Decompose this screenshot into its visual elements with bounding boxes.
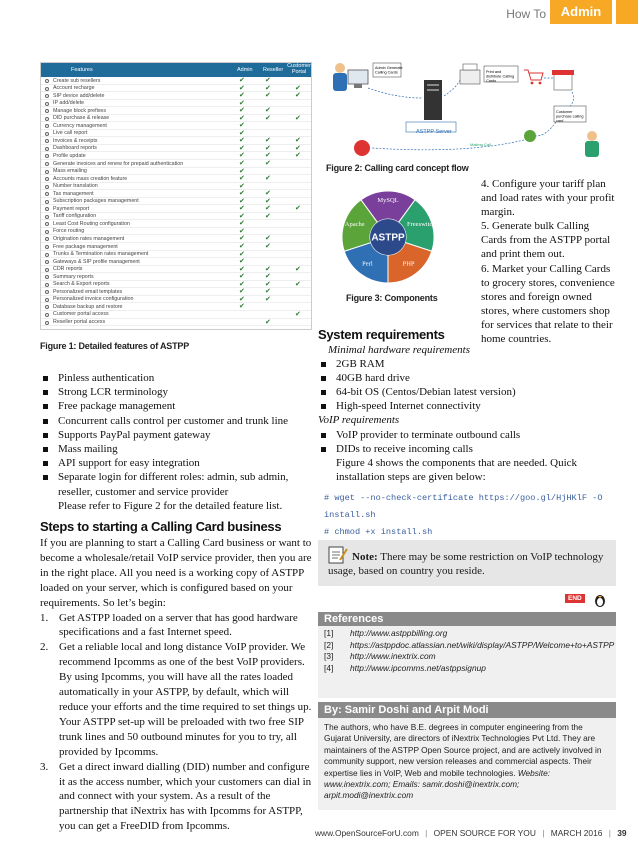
reference-item [324,651,610,663]
feature-name: Payment report [53,205,90,212]
row-bullet-icon [45,215,49,219]
admin-check-icon: ✔ [239,175,245,183]
reseller-check-icon: ✔ [265,144,271,152]
feature-name: Least Cost Routing configuration [53,220,130,227]
making-call-label: Making Call [470,142,491,147]
admin-check-icon: ✔ [239,167,245,175]
feature-name: Database backup and restore [53,303,123,310]
list-item: Mass mailing [40,442,310,456]
features-table-body [41,77,311,326]
reseller-check-icon: ✔ [265,114,271,122]
admin-check-icon: ✔ [239,227,245,235]
feature-name: Force routing [53,228,85,235]
admin-check-icon: ✔ [239,243,245,251]
table-row [41,251,311,259]
features-summary [40,371,310,513]
admin-check-icon: ✔ [239,205,245,213]
reseller-check-icon: ✔ [265,265,271,273]
row-bullet-icon [45,298,49,302]
customer-check-icon: ✔ [295,92,301,100]
reference-number: [3] [324,651,334,662]
feature-name: IP add/delete [53,100,85,107]
admin-check-icon: ✔ [239,144,245,152]
list-item: Strong LCR terminology [40,385,310,399]
admin-check-icon: ✔ [239,303,245,311]
list-item: Concurrent calls control per customer and trunk line [40,414,310,428]
admin-check-icon: ✔ [239,265,245,273]
feature-name: DID purchase & release [53,115,110,122]
reseller-check-icon: ✔ [265,243,271,251]
feature-name: Dashboard reports [53,145,97,152]
note-box [318,540,616,586]
table-row [41,213,311,221]
reference-item [324,663,610,675]
customer-check-icon: ✔ [295,205,301,213]
admin-check-icon: ✔ [239,107,245,115]
sysreq-body [318,343,616,484]
col-features: Features [71,67,93,73]
customer-check-icon: ✔ [295,114,301,122]
row-bullet-icon [45,260,49,264]
row-bullet-icon [45,87,49,91]
col-customer: Customer Portal [287,63,311,75]
list-item: Pinless authentication [40,371,310,385]
step-4: 4. Configure your tariff plan and load rates with your profit margin. [481,178,615,219]
step-item [40,611,312,641]
reference-number: [4] [324,662,334,673]
row-bullet-icon [45,207,49,211]
admin-check-icon: ✔ [239,190,245,198]
reseller-check-icon: ✔ [265,160,271,168]
store-icon [552,70,574,90]
row-bullet-icon [45,222,49,226]
reseller-check-icon: ✔ [265,92,271,100]
author-box [318,702,616,810]
end-tag: END [565,594,585,603]
reseller-check-icon: ✔ [265,212,271,220]
list-item: VoIP provider to terminate outbound calls [318,428,616,442]
reseller-check-icon: ✔ [265,205,271,213]
list-item: DIDs to receive incoming calls [318,442,616,456]
customer-person-icon [585,131,599,157]
reseller-check-icon: ✔ [265,152,271,160]
admin-check-icon: ✔ [239,197,245,205]
table-row [41,92,311,100]
customer-check-icon: ✔ [295,137,301,145]
pie-label-perl: Perl [362,260,373,268]
admin-check-icon: ✔ [239,212,245,220]
admin-check-icon: ✔ [239,273,245,281]
row-bullet-icon [45,192,49,196]
admin-check-icon: ✔ [239,92,245,100]
feature-name: Accounts mass creation feature [53,175,128,182]
reseller-check-icon: ✔ [265,137,271,145]
feature-name: Profile update [53,152,86,159]
list-item: Free package management [40,399,310,413]
shopping-cart-icon [524,70,543,84]
step-5: 5. Generate bulk Calling Cards from the ASTPP portal and print them out. [481,220,611,261]
page-footer: www.OpenSourceForU.com | OPEN SOURCE FOR YOU | MARCH 2016 | 39 [315,828,627,838]
admin-check-icon: ✔ [239,160,245,168]
reference-link[interactable]: http://www.ipcomms.net/astppsignup [350,662,486,673]
hw-title: Minimal hardware requirements [328,344,470,356]
list-item: 40GB hard drive [318,371,616,385]
pie-center-label: ASTPP [371,232,405,244]
table-row [41,115,311,123]
pie-label-apache: Apache [344,221,365,229]
feature-name: Trunks & Termination rates management [53,251,149,258]
row-bullet-icon [45,79,49,83]
step-text: Get a direct inward dialling (DID) number and configure it as the access number, which your customers can dial in and connect with your system. As a result of the partnership that iNextrix has with Ipcomms for ASTPP, you can get a FreeDID from Ipcomms. [59,760,312,833]
customer-check-icon: ✔ [295,144,301,152]
feature-name: Personalized invoice configuration [53,296,134,303]
print-label: Print and distribute Calling Cards [486,70,515,83]
row-bullet-icon [45,313,49,317]
row-bullet-icon [45,154,49,158]
customer-label: Customer purchase calling card [556,110,584,123]
feature-name: Subscription packages management [53,198,139,205]
author-bio: The authors, who have B.E. degrees in computer engineering from the Gujarat University, are directors of iNextrix Technologies Pvt Ltd. They are maintainers of the ASTPP Open Source project, and are actively involved in community support, new version releases and commercial aspects. Their expertise lies in VoIP, Web and mobile technologies. [324,722,602,778]
col-admin: Admin [237,67,253,73]
page-header [0,0,638,28]
admin-check-icon: ✔ [239,129,245,137]
table-row [41,296,311,304]
steps-intro: If you are planning to start a Calling Card business or want to become a wholesale/retail VoIP service provider, then you are in the right place. All you need is a working copy of ASTPP loaded on your server, which is configured based on your requirements. So let’s begin: [40,537,312,609]
feature-name: Account recharge [53,85,95,92]
admin-check-icon: ✔ [239,77,245,84]
step-text: Get ASTPP loaded on a server that has good hardware specifications and a fast Internet speed. [59,611,298,639]
footer-magazine: OPEN SOURCE FOR YOU [433,828,536,838]
feature-name: Create sub resellers [53,77,101,84]
note-icon [328,546,348,564]
pie-label-php: PHP [402,260,415,268]
feature-name: Tax management [53,190,94,197]
step-text: Get a reliable local and long distance VoIP provider. We recommend Ipcomms as one of the best VoIP providers. By using Ipcomms, you will have all the rates loaded automatically in your ASTPP, by default, which will reduce your efforts and the time required to set things up. Your ASTPP set-up will be preloaded with two free SIP trunk lines and 50 outbound minutes for you to try, all provided by Ipcomms. [59,641,312,758]
row-bullet-icon [45,268,49,272]
step-number: 1. [40,611,49,624]
monitor-icon [348,70,368,88]
table-row [41,319,311,327]
code-line-wget: # wget --no-check-certificate https://goo.gl/HjHKlF -O install.sh [324,493,603,520]
feature-name: Reseller portal access [53,319,106,325]
row-bullet-icon [45,283,49,287]
reseller-check-icon: ✔ [265,235,271,243]
admin-check-icon: ✔ [239,250,245,258]
feature-name: Tariff configuration [53,213,97,220]
page-number: 39 [617,828,627,838]
admin-check-icon: ✔ [239,288,245,296]
feature-name: Summary reports [53,273,94,280]
row-bullet-icon [45,139,49,143]
reseller-check-icon: ✔ [265,273,271,281]
row-bullet-icon [45,200,49,204]
figure1-caption: Figure 1: Detailed features of ASTPP [40,341,189,351]
list-item: 2GB RAM [318,357,616,371]
category-label: How To [506,7,546,21]
reseller-check-icon: ✔ [265,197,271,205]
row-bullet-icon [45,305,49,309]
pie-label-freeswitch: Freeswitch [407,221,436,229]
voip-title: VoIP requirements [318,414,400,427]
feature-name: Customer portal access [53,311,109,318]
section-tag: Admin [550,0,612,24]
step-number: 2. [40,641,49,654]
admin-check-icon: ✔ [239,280,245,288]
list-item: Separate login for different roles: admin, sub admin, reseller, customer and service provider [40,470,310,498]
steps-continued [481,177,617,346]
row-bullet-icon [45,237,49,241]
footer-site[interactable]: www.OpenSourceForU.com [315,828,419,838]
references-list [318,626,616,674]
feature-name: Currency management [53,122,107,129]
references-title: References [318,612,616,626]
admin-check-icon: ✔ [239,295,245,303]
feature-name: Personalized email templates [53,288,123,295]
reference-number: [1] [324,628,334,638]
row-bullet-icon [45,109,49,113]
reseller-check-icon: ✔ [265,107,271,115]
references-box [318,612,616,698]
row-bullet-icon [45,290,49,294]
row-bullet-icon [45,147,49,151]
row-bullet-icon [45,177,49,181]
features-footnote: Please refer to Figure 2 for the detailed feature list. [58,499,283,512]
table-row [41,303,311,311]
components-diagram [326,185,476,285]
reference-link[interactable]: http://www.astppbilling.org [350,628,448,638]
features-bullet-list [40,371,310,499]
reference-number: [2] [324,639,334,650]
row-bullet-icon [45,245,49,249]
reference-item [324,639,615,652]
feature-name: Mass emailing [53,168,87,175]
admin-check-icon: ✔ [239,137,245,145]
figure3-caption: Figure 3: Components [346,293,438,303]
features-table-header [41,63,311,77]
table-row [41,243,311,251]
list-item: API support for easy integration [40,456,310,470]
reference-link[interactable]: http://www.inextrix.com [350,651,436,662]
feature-name: Search & Export reports [53,281,110,288]
row-bullet-icon [45,132,49,136]
row-bullet-icon [45,162,49,166]
admin-check-icon: ✔ [239,258,245,266]
feature-name: Manage block prefixes [53,107,106,114]
author-body [318,718,616,802]
steps-body [40,536,312,834]
feature-name: Live call report [53,130,88,137]
admin-check-icon: ✔ [239,152,245,160]
step-item [40,640,312,759]
header-accent-bar [616,0,638,24]
feature-name: Free package management [53,243,118,250]
reseller-check-icon: ✔ [265,288,271,296]
reseller-check-icon: ✔ [265,318,271,326]
reseller-check-icon: ✔ [265,77,271,84]
feature-name: Generate invoices and renew for prepaid authentication [53,160,184,167]
admin-check-icon: ✔ [239,182,245,190]
author-title: By: Samir Doshi and Arpit Modi [318,702,616,718]
end-marker [565,592,615,606]
feature-name: Invoices & receipts [53,137,98,144]
reseller-check-icon: ✔ [265,84,271,92]
server-icon [424,80,442,120]
feature-name: SIP device add/delete [53,92,105,99]
table-row [41,220,311,228]
sysreq-after: Figure 4 shows the components that are needed. Quick installation steps are given below: [336,456,578,483]
list-item: High-speed Internet connectivity [318,399,616,413]
col-reseller: Reseller [263,67,284,73]
admin-person-icon [333,63,347,91]
customer-check-icon: ✔ [295,310,301,318]
hw-list [318,357,616,413]
table-row [41,160,311,168]
admin-check-icon: ✔ [239,235,245,243]
feature-name: Origination rates management [53,235,125,242]
customer-check-icon: ✔ [295,84,301,92]
pie-label-mysql: MySQL [377,197,399,204]
reference-link[interactable]: https://astppdoc.atlassian.net/wiki/display/ASTPP/Welcome+to+ASTPP [350,639,615,650]
note-label: Note: [352,551,378,563]
calling-card-flow-diagram [326,58,616,160]
row-bullet-icon [45,321,49,325]
footer-date: MARCH 2016 [550,828,603,838]
step-item [40,760,312,835]
steps-list [40,611,312,835]
row-bullet-icon [45,170,49,174]
row-bullet-icon [45,94,49,98]
row-bullet-icon [45,124,49,128]
reseller-check-icon: ✔ [265,295,271,303]
admin-check-icon: ✔ [239,220,245,228]
reseller-check-icon: ✔ [265,175,271,183]
code-line-chmod: # chmod +x install.sh [324,527,433,537]
list-item: Supports PayPal payment gateway [40,428,310,442]
customer-check-icon: ✔ [295,265,301,273]
sysreq-heading: System requirements [318,327,445,342]
feature-name: Gateways & SIP profile management [53,258,140,265]
note-text: There may be some restriction on VoIP technology usage, based on country you reside. [328,551,604,577]
feature-name: CDR reports [53,266,83,273]
step-6: 6. Market your Calling Cards to grocery stores, convenience stores and foreign owned stores, where customers shop for services that relate to their home countries. [481,262,615,346]
step-number: 3. [40,760,49,773]
customer-check-icon: ✔ [295,280,301,288]
list-item: 64-bit OS (Centos/Debian latest version) [318,385,616,399]
voip-list [318,428,616,456]
admin-check-icon: ✔ [239,99,245,107]
customer-check-icon: ✔ [295,152,301,160]
admin-check-icon: ✔ [239,114,245,122]
figure2-caption: Figure 2: Calling card concept flow [326,163,469,173]
table-row [41,175,311,183]
server-label: ASTPP Server [416,129,452,135]
row-bullet-icon [45,275,49,279]
author-contact: Website: www.inextrix.com; Emails: samir.doshi@inextrix.com; arpit.modi@inextrix.com [324,767,551,801]
admin-label: Admin Generate Calling Cards [375,66,403,75]
row-bullet-icon [45,253,49,257]
reseller-check-icon: ✔ [265,190,271,198]
row-bullet-icon [45,102,49,106]
steps-heading: Steps to starting a Calling Card business [40,519,282,534]
printer-icon [460,64,480,84]
penguin-icon [593,592,607,608]
row-bullet-icon [45,185,49,189]
reference-item [324,628,610,640]
admin-check-icon: ✔ [239,122,245,130]
features-table [40,62,312,330]
reseller-check-icon: ✔ [265,280,271,288]
row-bullet-icon [45,230,49,234]
row-bullet-icon [45,117,49,121]
feature-name: Number translation [53,183,98,190]
admin-check-icon: ✔ [239,84,245,92]
table-row [41,122,311,130]
